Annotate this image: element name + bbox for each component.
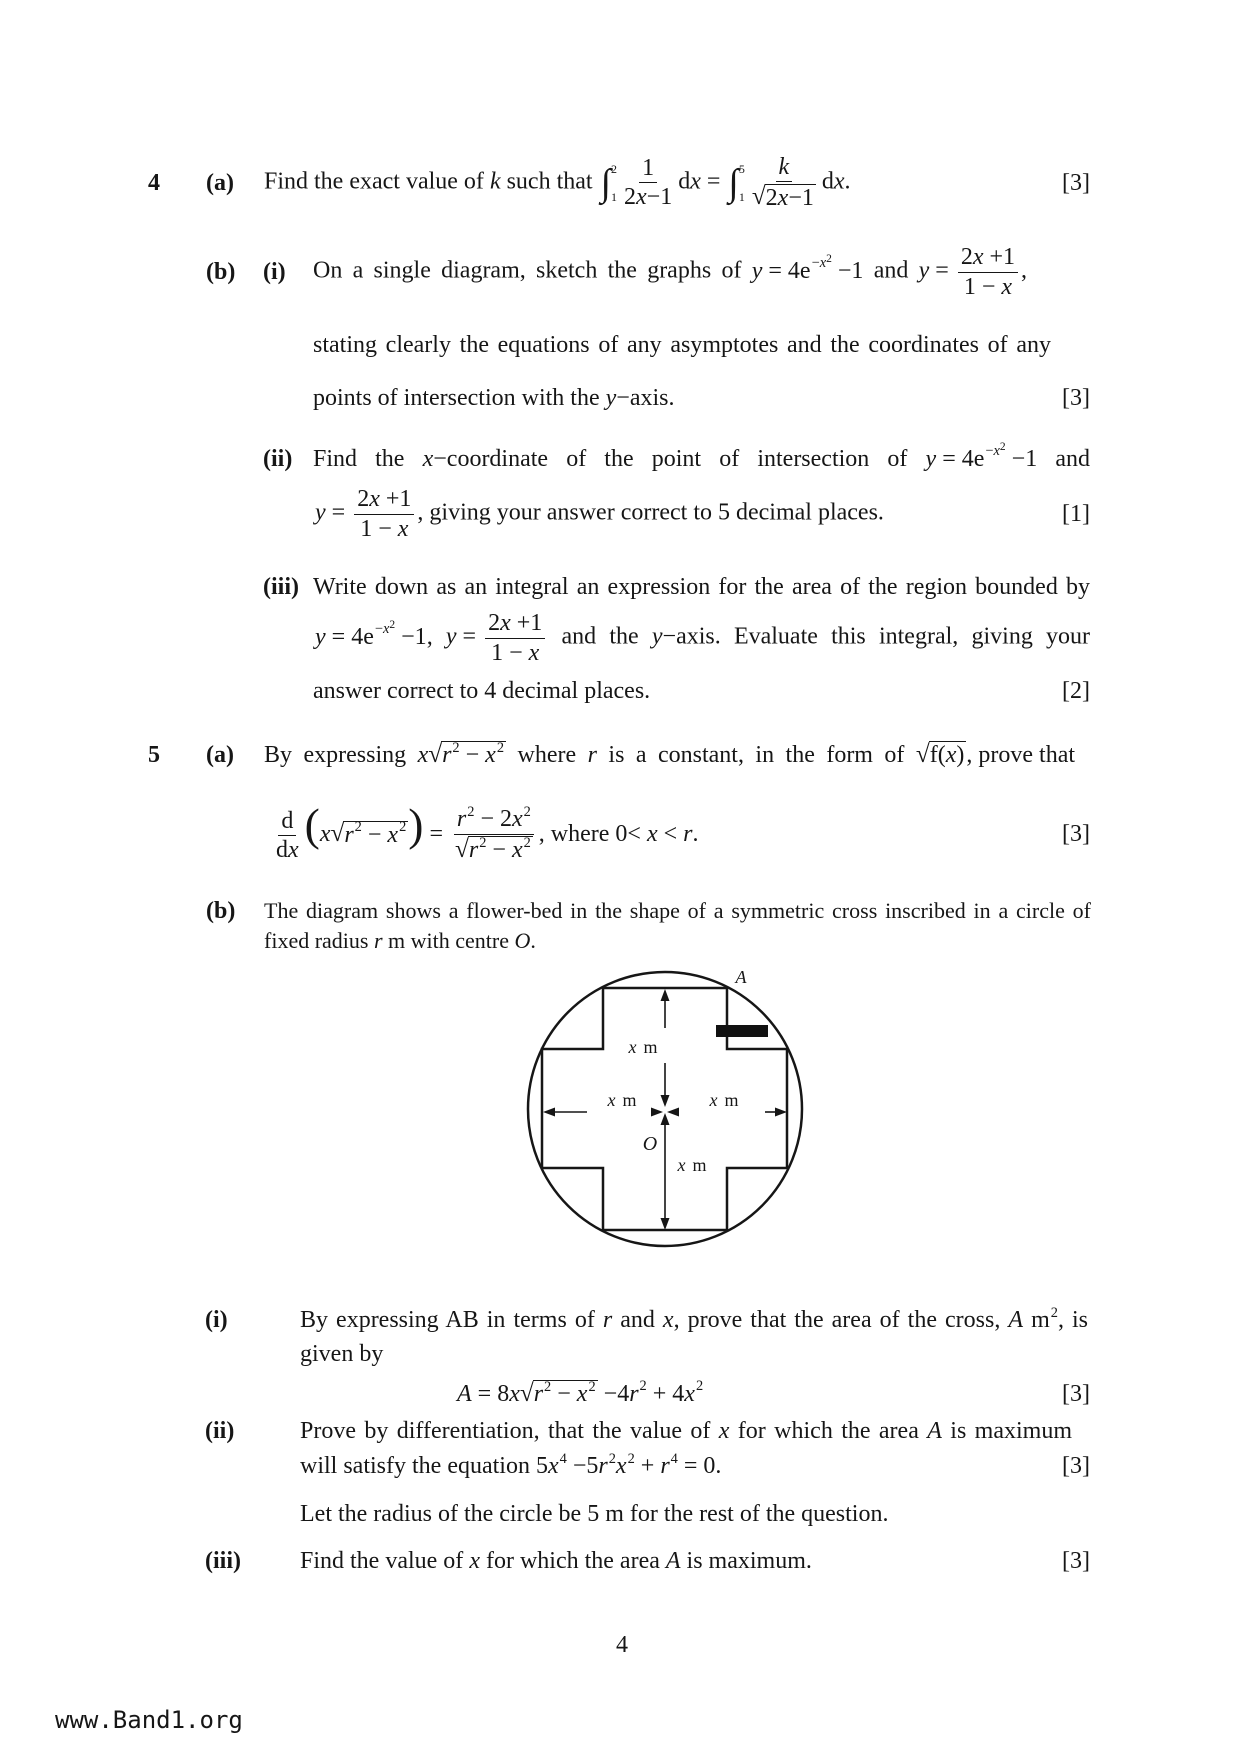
minus: −: [459, 741, 486, 768]
marks: [3]: [1062, 1380, 1090, 1407]
subpart-label: (i): [205, 1306, 228, 1333]
text: Find the exact value of: [264, 168, 490, 195]
differential-var: x: [690, 168, 701, 195]
text: Write down as an integral an expression for the area of the region bounded by: [313, 573, 1090, 600]
equals-sign: =: [762, 257, 788, 284]
var-r: r: [629, 1380, 639, 1407]
coef: 5: [535, 1452, 548, 1479]
integral-limits: [739, 163, 745, 203]
arrowhead-down-icon: [661, 1218, 670, 1230]
coefficient: 4e: [961, 445, 985, 472]
power: 2: [627, 1450, 635, 1467]
part-label: (a): [206, 169, 234, 196]
lower-limit: 1: [611, 189, 617, 204]
exp-sign: −: [374, 620, 383, 637]
exp-power: 2: [389, 618, 396, 631]
q5a-text: [264, 741, 1075, 770]
den-var: x: [397, 515, 409, 542]
radical-sign: √: [455, 835, 469, 863]
var-x: x: [509, 1380, 520, 1407]
text: and the: [561, 623, 652, 650]
q4bi-text: [313, 244, 1027, 300]
q5b-text2: [264, 928, 536, 954]
var-y: y: [651, 623, 663, 650]
var-x: x: [469, 1547, 480, 1574]
power: 2: [695, 1378, 704, 1395]
exponent: [811, 252, 832, 271]
var-r: r: [344, 821, 354, 848]
constant: −1: [831, 257, 864, 284]
var-x: x: [662, 1306, 674, 1333]
num-part: +1: [983, 244, 1016, 271]
marks: [3]: [1062, 820, 1090, 847]
den-part: 2: [624, 184, 636, 211]
power: 2: [523, 835, 531, 852]
variable-k: k: [489, 168, 501, 195]
differential-d: d: [821, 168, 834, 195]
curve1-equation: [315, 618, 433, 652]
subpart-label: (i): [263, 258, 286, 285]
arrowhead-down-icon: [661, 1095, 670, 1107]
var-a: A: [457, 1380, 472, 1407]
integral-sign: ∫: [728, 161, 739, 204]
subpart-label: (ii): [263, 445, 293, 472]
var-x: x: [576, 1380, 588, 1407]
var-x: x: [945, 741, 957, 768]
square-root: [331, 820, 409, 849]
dim-unit: m: [724, 1090, 739, 1110]
den-part: 2: [765, 184, 778, 211]
numerator: [454, 806, 534, 834]
marks: [3]: [1062, 384, 1090, 411]
integral-1: [601, 163, 617, 203]
power: 4: [559, 1450, 567, 1467]
text: By expressing: [264, 741, 407, 768]
unit: m: [1023, 1306, 1050, 1333]
radical-sign: √: [428, 740, 443, 768]
arrowhead-up-icon: [661, 1113, 670, 1125]
coefficient: 4e: [787, 257, 811, 284]
quartic-equation: [536, 1452, 721, 1481]
exp-sign: −: [811, 254, 820, 271]
fraction: [354, 486, 414, 542]
num-part: +1: [510, 610, 543, 637]
centre-label: O: [642, 1133, 658, 1155]
q5a-line2: [270, 799, 699, 869]
radical-sign: √: [915, 740, 930, 768]
text: and: [612, 1306, 663, 1333]
var-x: x: [615, 1452, 627, 1479]
text: is maximum: [941, 1417, 1072, 1444]
var-x: x: [547, 1452, 559, 1479]
denominator: [357, 515, 411, 542]
part-label: (b): [206, 258, 236, 285]
var-y: y: [605, 384, 617, 411]
text: for which the area: [729, 1417, 928, 1444]
arrowhead-left-icon: [667, 1108, 679, 1117]
text: , prove that: [966, 741, 1076, 768]
root-f-expression: [916, 741, 1075, 770]
differential-var: x: [833, 168, 845, 195]
denominator: [749, 182, 819, 212]
var-x: x: [422, 445, 434, 472]
term: −4: [597, 1380, 630, 1407]
power: 2: [496, 739, 505, 756]
less-than: <: [657, 821, 684, 848]
radical-sign: √: [330, 820, 345, 848]
var-r: r: [660, 1452, 670, 1479]
radicand: [441, 741, 506, 770]
marks: [3]: [1062, 169, 1090, 196]
coefficient: 4e: [351, 623, 374, 650]
power: 2: [1050, 1304, 1058, 1321]
equals-sign: =: [929, 257, 955, 284]
integral-equation: [599, 154, 851, 212]
upper-limit: 5: [738, 161, 745, 176]
den-part: d: [276, 837, 288, 864]
q4bi-line3: [313, 363, 674, 433]
comma: ,: [426, 623, 433, 650]
q5biii-line1: [300, 1526, 812, 1596]
text: Find the: [313, 445, 423, 472]
power: 2: [354, 819, 362, 836]
arrowhead-left-icon: [543, 1108, 555, 1117]
q5bi-line2: [300, 1319, 383, 1389]
text: −axis.: [616, 384, 675, 411]
term: + 4: [646, 1380, 685, 1407]
q5b-line2: [264, 906, 536, 976]
text: , giving your answer correct to 5 decimal places.: [417, 499, 884, 526]
constant: −1: [395, 623, 427, 650]
q5bi-line1: [300, 1285, 1088, 1355]
power: 2: [452, 739, 460, 756]
num-part: − 2: [474, 806, 513, 833]
dimension-label-left: [606, 1090, 636, 1110]
subpart-label: (iii): [263, 573, 299, 600]
var-r: r: [373, 927, 383, 953]
exp-sign: −: [985, 442, 994, 459]
exp-var: x: [382, 620, 390, 637]
equals-sign: =: [423, 821, 450, 848]
marks: [2]: [1062, 677, 1090, 704]
denominator: [452, 835, 536, 865]
dimension-arrow-bottom: [661, 1113, 670, 1230]
radical-sign: √: [751, 183, 766, 211]
watermark: www.Band1.org: [55, 1706, 243, 1734]
num-part: +1: [379, 486, 412, 513]
curve2-equation: [315, 486, 417, 542]
num-var: x: [369, 486, 380, 513]
exp-var: x: [819, 254, 827, 271]
text: for which the area: [479, 1547, 666, 1574]
num-part: 2: [488, 610, 501, 637]
radicand: [343, 821, 408, 850]
integral-sign: ∫: [600, 161, 611, 204]
q4bii-text: [313, 440, 1090, 474]
paren: ): [956, 741, 965, 768]
text: will satisfy the equation: [300, 1452, 536, 1479]
q5bi-text: [300, 1306, 1088, 1335]
text: −coordinate of the point of intersection of: [433, 445, 908, 472]
text: such that: [500, 168, 599, 195]
derivative-operator: [273, 808, 302, 864]
dim-unit: m: [622, 1090, 637, 1110]
text: On a single diagram, sketch the graphs of: [313, 257, 742, 284]
q4bii-text2: [315, 486, 884, 542]
q5a-line1: [264, 720, 1075, 790]
var-x: x: [511, 837, 523, 864]
minus: −: [551, 1380, 577, 1407]
text: Prove by differentiation, that the value of: [300, 1417, 719, 1444]
arrowhead-right-icon: [651, 1108, 663, 1117]
point-a-label: A: [735, 967, 747, 987]
curve2-equation: [919, 244, 1027, 300]
var-x: x: [485, 741, 496, 768]
den-var: x: [1001, 273, 1013, 300]
var-r: r: [598, 1452, 608, 1479]
q5biii-text: [300, 1547, 812, 1576]
power: 2: [544, 1378, 552, 1395]
power: 2: [399, 819, 407, 836]
fraction: [958, 244, 1018, 300]
left-paren: (: [304, 799, 320, 851]
var-y: y: [315, 623, 326, 650]
marks: [1]: [1062, 500, 1090, 527]
num-var: x: [500, 610, 511, 637]
radicand: [468, 836, 533, 865]
power: 2: [479, 835, 487, 852]
text: , where 0<: [538, 821, 647, 848]
var-a: A: [665, 1547, 681, 1574]
equals-sign: =: [936, 445, 962, 472]
numerator: [485, 610, 545, 638]
var-r: r: [602, 1306, 613, 1333]
exp-power: 2: [826, 252, 832, 265]
power: 2: [608, 1450, 616, 1467]
den-part: 1 −: [963, 273, 1002, 300]
minus: −: [361, 821, 388, 848]
subpart-label: (iii): [205, 1547, 241, 1574]
var-y: y: [925, 445, 937, 472]
part-label: (a): [206, 741, 234, 768]
denominator: [621, 183, 675, 210]
equals-eight: = 8: [471, 1380, 510, 1407]
constant: −1: [1005, 445, 1038, 472]
text: points of intersection with the: [313, 384, 606, 411]
text: By expressing AB in terms of: [300, 1306, 603, 1333]
power: 4: [670, 1450, 678, 1467]
text: given by: [300, 1340, 384, 1367]
var-x: x: [417, 741, 429, 768]
arrowhead-up-icon: [661, 989, 670, 1001]
dim-var: x: [709, 1090, 718, 1110]
full-stop: .: [530, 927, 536, 953]
var-x: x: [319, 821, 331, 848]
power: 2: [588, 1378, 596, 1395]
radical-sign: √: [519, 1379, 534, 1407]
paren: (: [937, 741, 946, 768]
text: , prove that the area of the cross,: [673, 1306, 1009, 1333]
var-r: r: [442, 741, 452, 768]
den-var: x: [777, 184, 789, 211]
curve1-equation: [751, 252, 864, 286]
square-root: [428, 741, 506, 770]
numerator: [958, 244, 1018, 272]
text: m with centre: [382, 927, 515, 953]
text: Let the radius of the circle be 5 m for the rest of the question.: [300, 1500, 889, 1527]
q4bi-line1: [313, 237, 1027, 307]
text: and: [1055, 445, 1090, 472]
numerator: 1: [639, 155, 657, 183]
var-r: r: [533, 1380, 544, 1407]
square-root: [752, 183, 816, 212]
text: Find the value of: [300, 1547, 470, 1574]
var-x: x: [718, 1417, 730, 1444]
exponent: [985, 440, 1006, 459]
plus: +: [634, 1452, 661, 1479]
page-number: 4: [616, 1631, 628, 1658]
equals-zero: = 0.: [677, 1452, 722, 1479]
dim-var: x: [677, 1155, 686, 1175]
text: stating clearly the equations of any asymptotes and the coordinates of any: [313, 331, 1051, 358]
power: 2: [467, 804, 475, 821]
full-stop: .: [692, 821, 699, 848]
den-part: 1 −: [491, 639, 529, 666]
redaction-bar: [716, 1025, 768, 1037]
var-x: x: [387, 821, 399, 848]
dimension-arrow-left: [543, 1108, 663, 1117]
lower-limit: 1: [738, 189, 745, 204]
part-label: (b): [206, 897, 236, 924]
q5a-derivative: [270, 799, 699, 865]
radicand: [929, 741, 967, 770]
curve1-equation: [925, 440, 1038, 474]
exponent: [374, 618, 396, 637]
coef: −5: [566, 1452, 599, 1479]
var-r: r: [587, 741, 597, 768]
var-r: r: [683, 821, 693, 848]
numerator: [354, 486, 414, 514]
equals-sign: =: [325, 623, 352, 650]
arrowhead-right-icon: [775, 1108, 787, 1117]
q4a-line: [264, 148, 851, 218]
dimension-label-right: [708, 1090, 738, 1110]
denominator: [273, 836, 302, 863]
text: fixed radius: [264, 927, 374, 953]
fraction: [452, 806, 536, 864]
exp-var: x: [993, 442, 1000, 459]
dim-var: x: [628, 1037, 637, 1057]
question-number: 4: [148, 169, 160, 196]
fraction: [621, 155, 675, 211]
q5bii-text2: [300, 1452, 721, 1481]
num-part: 2: [357, 486, 370, 513]
integral-2: [728, 163, 744, 203]
power: 2: [639, 1378, 647, 1395]
differential-d: d: [678, 168, 691, 195]
marks: [3]: [1062, 1452, 1090, 1479]
var-a: A: [927, 1417, 942, 1444]
q4a-text: [264, 154, 851, 212]
var-y: y: [918, 257, 930, 284]
minus: −: [486, 837, 512, 864]
x-root-expression: [418, 741, 506, 770]
denominator: [961, 273, 1015, 300]
text: is a constant, in the form of: [596, 741, 905, 768]
text: −axis. Evaluate this integral, giving your: [662, 623, 1091, 650]
text: answer correct to 4 decimal places.: [313, 677, 651, 704]
function-f: f: [929, 741, 938, 768]
square-root: [455, 836, 533, 865]
integral-limits: [611, 163, 617, 203]
den-var: x: [636, 184, 647, 211]
num-var: x: [972, 244, 984, 271]
dim-unit: m: [643, 1037, 658, 1057]
dimension-arrow-top: [661, 989, 670, 1107]
question-number: 5: [148, 741, 160, 768]
var-y: y: [445, 623, 457, 650]
equals-sign: =: [700, 168, 727, 195]
dim-unit: m: [692, 1155, 707, 1175]
dim-var: x: [607, 1090, 616, 1110]
fraction: [749, 154, 819, 212]
den-part: −1: [788, 184, 814, 211]
exp-power: 2: [999, 440, 1006, 453]
flower-bed-diagram: [500, 955, 830, 1255]
comma: ,: [1021, 257, 1028, 284]
var-y: y: [315, 499, 326, 526]
var-a: A: [1008, 1306, 1024, 1333]
var-r: r: [456, 806, 467, 833]
upper-limit: 2: [611, 161, 617, 176]
q4biii-line3: [313, 656, 650, 726]
var-x: x: [646, 821, 658, 848]
numerator: k: [776, 154, 793, 182]
power: 2: [523, 804, 531, 821]
dimension-label-bottom: [676, 1155, 706, 1175]
numerator: d: [278, 808, 296, 836]
den-var: x: [528, 639, 540, 666]
den-part: −1: [646, 184, 673, 211]
subpart-label: (ii): [205, 1417, 235, 1444]
text: and: [873, 257, 909, 284]
var-y: y: [751, 257, 763, 284]
var-x: x: [684, 1380, 695, 1407]
square-root: [916, 741, 966, 770]
text: The diagram shows a flower-bed in the shape of a symmetric cross inscribed in a circle of: [264, 897, 1091, 923]
var-r: r: [468, 837, 479, 864]
q4bi-text3: [313, 384, 674, 413]
marks: [3]: [1062, 1547, 1090, 1574]
equals-sign: =: [456, 623, 483, 650]
text: where: [517, 741, 588, 768]
full-stop: .: [844, 168, 851, 195]
den-var: x: [288, 837, 299, 864]
centre-o: O: [514, 927, 531, 953]
q4bii-line2: [315, 479, 884, 549]
equals-sign: =: [325, 499, 352, 526]
text: , is: [1057, 1306, 1088, 1333]
text: is maximum.: [680, 1547, 812, 1574]
den-part: 1 −: [360, 515, 398, 542]
dimension-label-top: [627, 1037, 657, 1057]
num-part: 2: [960, 244, 973, 271]
right-paren: ): [408, 799, 424, 851]
var-x: x: [512, 806, 523, 833]
radicand: [765, 184, 816, 213]
